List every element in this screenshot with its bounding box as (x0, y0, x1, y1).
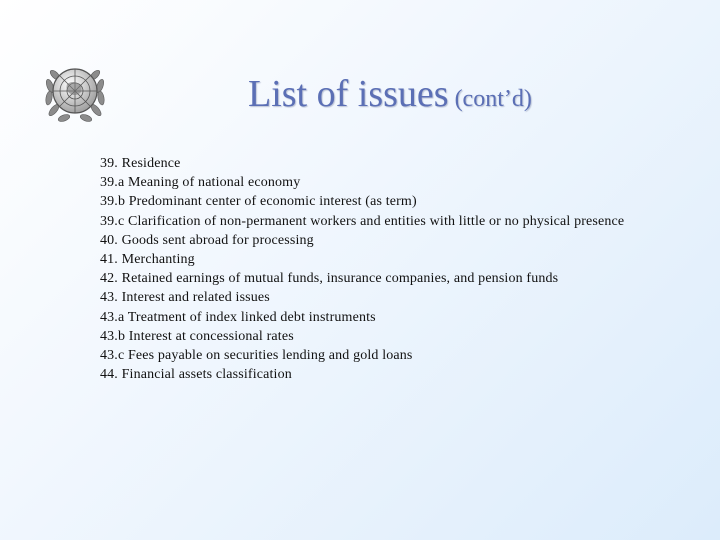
list-item: 39.b Predominant center of economic interest (as term) (100, 194, 417, 210)
list-item: 43.c Fees payable on securities lending and gold loans (100, 348, 413, 364)
list-item: 44. Financial assets classification (100, 367, 292, 383)
list-item: 39. Residence (100, 156, 181, 171)
title-suffix: (cont’d) (454, 86, 532, 112)
issues-list (100, 154, 624, 384)
list-item: 41. Merchanting (100, 252, 195, 268)
list-item: 40. Goods sent abroad for processing (100, 232, 314, 248)
list-item: 39.a Meaning of national economy (100, 175, 301, 191)
title-main: List of issues (248, 73, 449, 115)
list-item: 42. Retained earnings of mutual funds, insurance companies, and pension funds (100, 271, 559, 287)
slide-title (248, 72, 532, 116)
list-item: 43. Interest and related issues (100, 290, 270, 306)
list-item: 39.c Clarification of non-permanent workers and entities with little or no physical presence (100, 213, 625, 229)
un-emblem-icon (40, 56, 110, 126)
list-item: 43.a Treatment of index linked debt instruments (100, 309, 376, 325)
list-item: 43.b Interest at concessional rates (100, 328, 294, 344)
